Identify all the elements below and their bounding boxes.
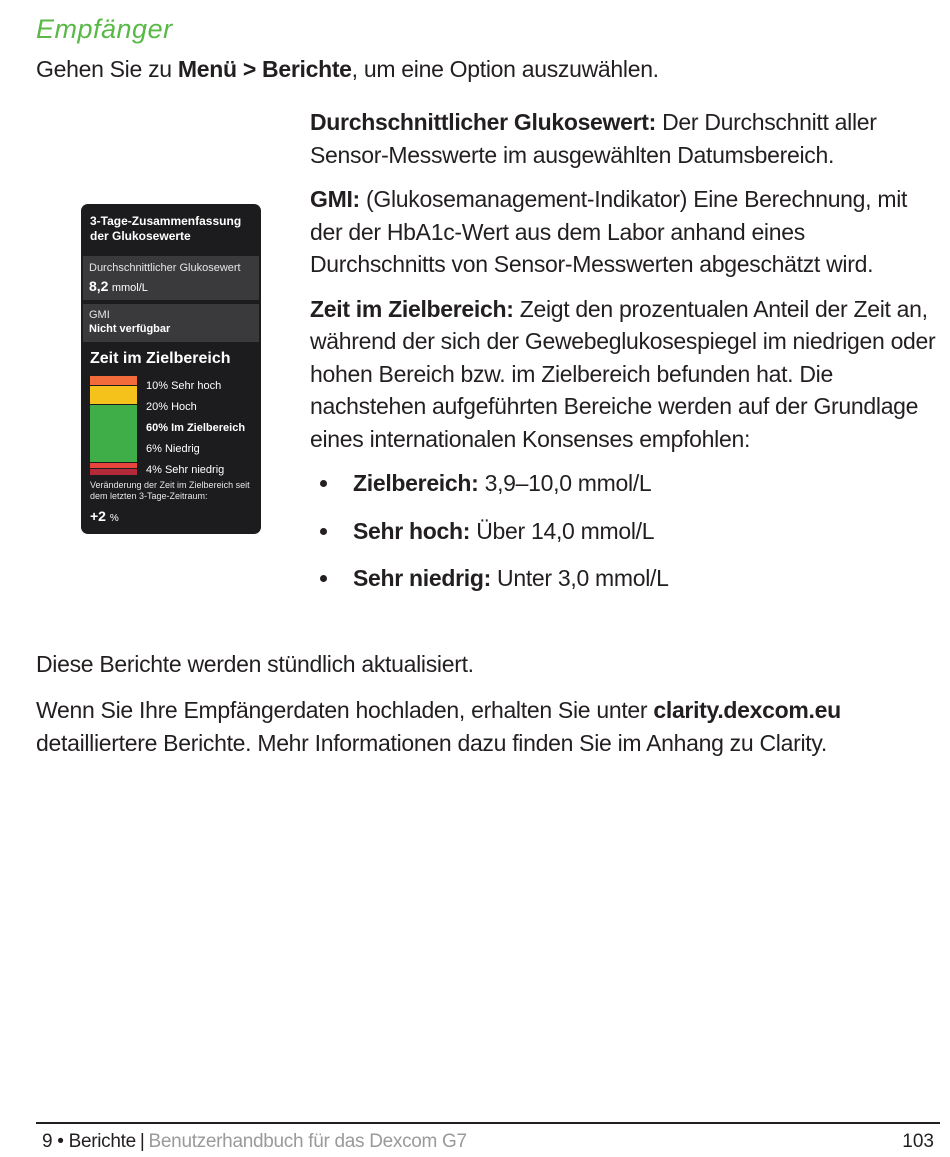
- tir-segment-label: 20% Hoch: [146, 401, 197, 413]
- def-avg-glucose: Durchschnittlicher Glukosewert: Der Durchschnitt aller Sensor-Messwerte im ausgewählten Datumsbereich.: [310, 109, 877, 168]
- definitions-column: [310, 106, 940, 610]
- footer-chapter: 9 • Berichte: [42, 1131, 136, 1152]
- tir-title: Zeit im Zielbereich: [90, 350, 231, 367]
- tir-segment-label: 4% Sehr niedrig: [146, 464, 225, 476]
- footer-separator: |: [139, 1131, 145, 1152]
- upload-paragraph: Wenn Sie Ihre Empfängerdaten hochladen, erhalten Sie unter clarity.dexcom.eu detailliertere Berichte. Mehr Informationen dazu finden Sie im Anhang zu Clarity.: [36, 697, 841, 756]
- list-item: Zielbereich: 3,9–10,0 mmol/L: [310, 467, 940, 500]
- menu-path: Menü > Berichte: [177, 56, 352, 82]
- list-item: Sehr hoch: Über 14,0 mmol/L: [310, 515, 940, 548]
- tir-segment-bar: [90, 405, 137, 462]
- gmi-row: [83, 304, 259, 342]
- tir-change-label: Veränderung der Zeit im Zielbereich seit dem letzten 3-Tage-Zeitraum:: [90, 480, 250, 501]
- def-time-in-range: Zeit im Zielbereich: Zeigt den prozentualen Anteil der Zeit an, während der sich der Gewebeglukosespiegel im niedrigen oder hohen Bereich bzw. im Zielbereich befunden hat. Die nachstehen aufgeführten Bereiche werden auf der Grundlage eines internationalen Konsenses empfohlen:: [310, 295, 936, 452]
- gmi-label: GMI: [89, 309, 110, 321]
- footer-divider: [36, 1122, 940, 1124]
- receiver-screen: [81, 204, 261, 534]
- update-paragraph: Diese Berichte werden stündlich aktualisiert.: [36, 651, 474, 677]
- bullet-icon: [320, 575, 327, 582]
- range-list: [310, 467, 940, 595]
- clarity-link[interactable]: clarity.dexcom.eu: [653, 697, 841, 723]
- intro-text: Gehen Sie zu Menü > Berichte, um eine Option auszuwählen.: [36, 56, 659, 82]
- avg-glucose-label: Durchschnittlicher Glukosewert: [89, 262, 241, 274]
- tir-segment-label: 10% Sehr hoch: [146, 380, 222, 392]
- tir-segment-bar: [90, 376, 137, 385]
- tir-segment-label: 6% Niedrig: [146, 443, 200, 455]
- tir-segment-label: 60% Im Zielbereich: [146, 422, 246, 434]
- footer: [42, 1131, 467, 1153]
- avg-glucose-value: 8,2 mmol/L: [89, 278, 148, 294]
- page-title: Empfänger: [36, 14, 173, 44]
- avg-glucose-row: [83, 256, 259, 300]
- list-item: Sehr niedrig: Unter 3,0 mmol/L: [310, 562, 940, 595]
- tir-segment-bar: [90, 469, 137, 475]
- bullet-icon: [320, 528, 327, 535]
- bullet-icon: [320, 480, 327, 487]
- gmi-value: Nicht verfügbar: [89, 323, 171, 335]
- tir-segment-bar: [90, 386, 137, 404]
- page-number: 103: [902, 1131, 934, 1152]
- tir-change-value: +2 %: [90, 508, 119, 524]
- footer-manual-title: Benutzerhandbuch für das Dexcom G7: [148, 1131, 467, 1152]
- def-gmi: GMI: (Glukosemanagement-Indikator) Eine Berechnung, mit der der HbA1c-Wert aus dem Labor anhand eines Durchschnitts von Sensor-Messwerten abgeschätzt wird.: [310, 186, 908, 277]
- summary-title: 3-Tage-Zusammenfassung der Glukosewerte: [90, 214, 242, 243]
- tir-segment-bar: [90, 463, 137, 469]
